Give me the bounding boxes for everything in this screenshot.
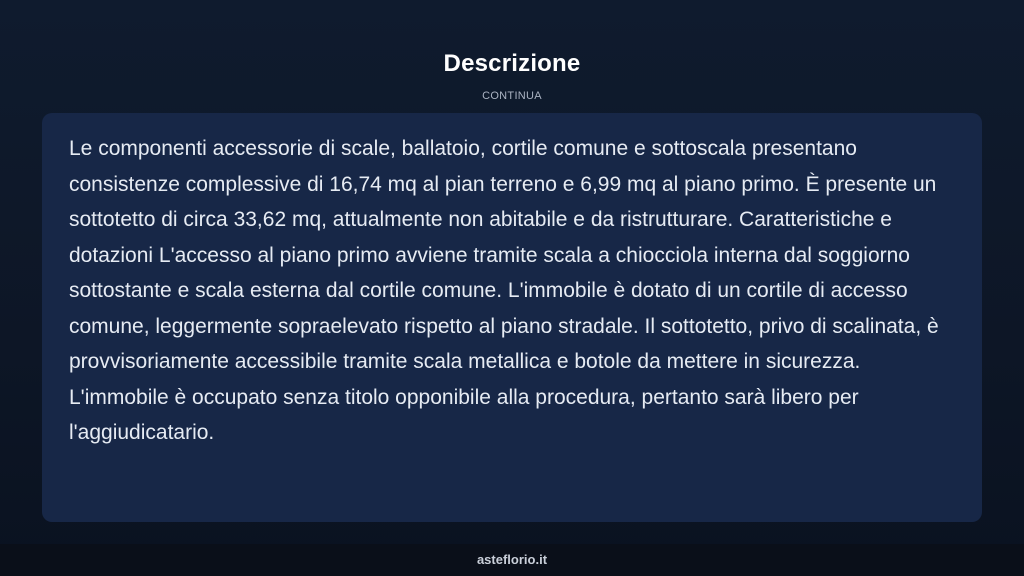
description-text: Le componenti accessorie di scale, ballatoio, cortile comune e sottoscala presentano consistenze complessive di 16,74 mq al pian terreno e 6,99 mq al piano primo. È presente un sottotetto di circa 33,62 mq, attualmente non abitabile e da ristrutturare. Caratteristiche e dotazioni L'accesso al piano primo avviene tramite scala a chiocciola interna dal soggiorno sottostante e scala esterna dal cortile comune. L'immobile è dotato di un cortile di accesso comune, leggermente sopraelevato rispetto al piano stradale. Il sottotetto, privo di scalinata, è provvisoriamente accessibile tramite scala metallica e botole da mettere in sicurezza. L'immobile è occupato senza titolo opponibile alla procedura, pertanto sarà libero per l'aggiudicatario. [69, 137, 939, 444]
description-card [42, 113, 982, 522]
footer-site-label: asteflorio.it [476, 552, 548, 567]
page-subtitle: CONTINUA [482, 90, 542, 102]
page-title: Descrizione [443, 50, 581, 77]
